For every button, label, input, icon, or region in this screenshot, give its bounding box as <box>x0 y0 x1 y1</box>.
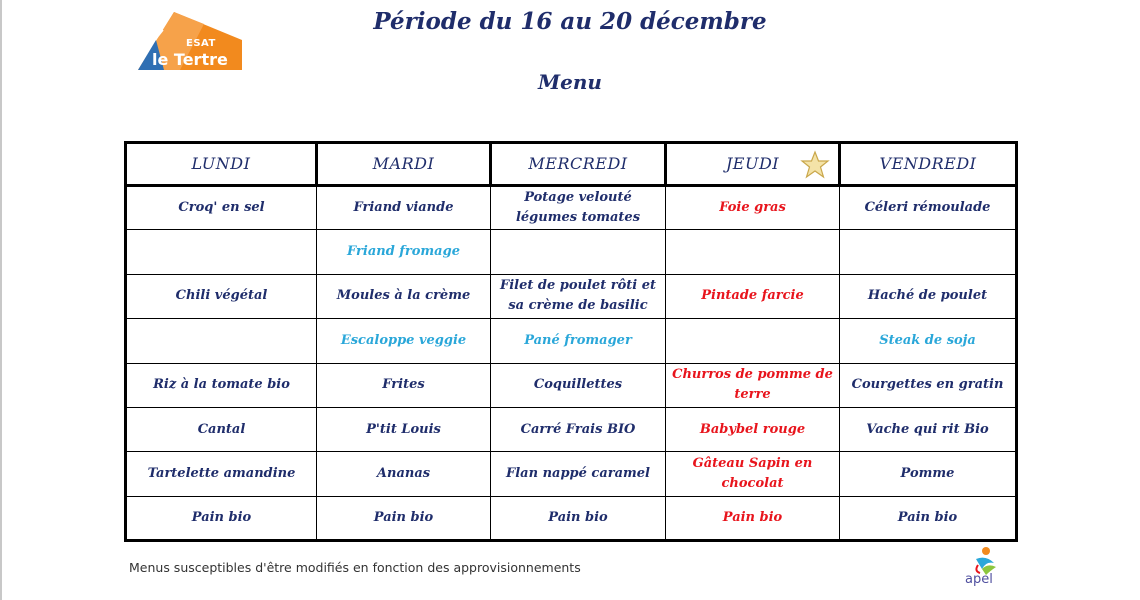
menu-cell-mercredi: Filet de poulet rôti et sa crème de basilic <box>491 274 666 318</box>
menu-cell-vendredi: Pomme <box>840 452 1017 496</box>
menu-row <box>126 230 1017 274</box>
footnote: Menus susceptibles d'être modifiés en fonction des approvisionnements <box>129 560 581 575</box>
menu-cell-vendredi: Courgettes en gratin <box>840 363 1017 407</box>
menu-cell-jeudi: Babybel rouge <box>666 407 840 451</box>
menu-cell-vendredi: Vache qui rit Bio <box>840 407 1017 451</box>
menu-cell-jeudi: Churros de pomme de terre <box>666 363 840 407</box>
menu-cell-jeudi: Gâteau Sapin en chocolat <box>666 452 840 496</box>
menu-cell-mercredi: Coquillettes <box>491 363 666 407</box>
day-header: JEUDI <box>666 143 840 186</box>
menu-cell-vendredi: Steak de soja <box>840 319 1017 363</box>
page-subtitle: Menu <box>538 70 602 94</box>
menu-cell-vendredi: Céleri rémoulade <box>840 186 1017 230</box>
apel-logo-text: apel <box>965 572 993 587</box>
menu-cell-mardi: Moules à la crème <box>317 274 491 318</box>
menu-row <box>126 407 1017 451</box>
menu-cell-lundi: Riz à la tomate bio <box>126 363 317 407</box>
menu-cell-vendredi <box>840 230 1017 274</box>
menu-cell-vendredi: Pain bio <box>840 496 1017 540</box>
menu-cell-mardi: Escaloppe veggie <box>317 319 491 363</box>
day-header: MERCREDI <box>491 143 666 186</box>
menu-cell-jeudi: Foie gras <box>666 186 840 230</box>
menu-cell-mardi: Pain bio <box>317 496 491 540</box>
day-header: LUNDI <box>126 143 317 186</box>
menu-cell-mercredi <box>491 230 666 274</box>
menu-cell-mardi: Frites <box>317 363 491 407</box>
menu-cell-lundi: Pain bio <box>126 496 317 540</box>
menu-cell-mardi: P'tit Louis <box>317 407 491 451</box>
menu-cell-jeudi: Pintade farcie <box>666 274 840 318</box>
menu-row <box>126 452 1017 496</box>
menu-cell-lundi: Chili végétal <box>126 274 317 318</box>
menu-cell-mardi: Ananas <box>317 452 491 496</box>
menu-table <box>124 141 1018 542</box>
day-header: MARDI <box>317 143 491 186</box>
menu-cell-lundi <box>126 230 317 274</box>
menu-cell-jeudi <box>666 230 840 274</box>
menu-cell-mercredi: Potage velouté légumes tomates <box>491 186 666 230</box>
menu-row <box>126 186 1017 230</box>
day-header: VENDREDI <box>840 143 1017 186</box>
menu-row <box>126 363 1017 407</box>
page-title: Période du 16 au 20 décembre <box>373 8 767 35</box>
menu-row <box>126 496 1017 540</box>
menu-cell-mercredi: Flan nappé caramel <box>491 452 666 496</box>
menu-cell-lundi <box>126 319 317 363</box>
menu-cell-lundi: Tartelette amandine <box>126 452 317 496</box>
star-icon <box>800 150 830 180</box>
menu-cell-mardi: Friand viande <box>317 186 491 230</box>
menu-cell-lundi: Cantal <box>126 407 317 451</box>
menu-cell-mardi: Friand fromage <box>317 230 491 274</box>
logo-line1: ESAT <box>186 38 216 49</box>
menu-row <box>126 319 1017 363</box>
menu-row <box>126 274 1017 318</box>
day-header-row <box>126 143 1017 186</box>
menu-cell-vendredi: Haché de poulet <box>840 274 1017 318</box>
menu-cell-mercredi: Carré Frais BIO <box>491 407 666 451</box>
menu-cell-mercredi: Pané fromager <box>491 319 666 363</box>
menu-cell-lundi: Croq' en sel <box>126 186 317 230</box>
logo-line2: le Tertre <box>152 50 228 69</box>
menu-cell-mercredi: Pain bio <box>491 496 666 540</box>
menu-cell-jeudi <box>666 319 840 363</box>
menu-cell-jeudi: Pain bio <box>666 496 840 540</box>
